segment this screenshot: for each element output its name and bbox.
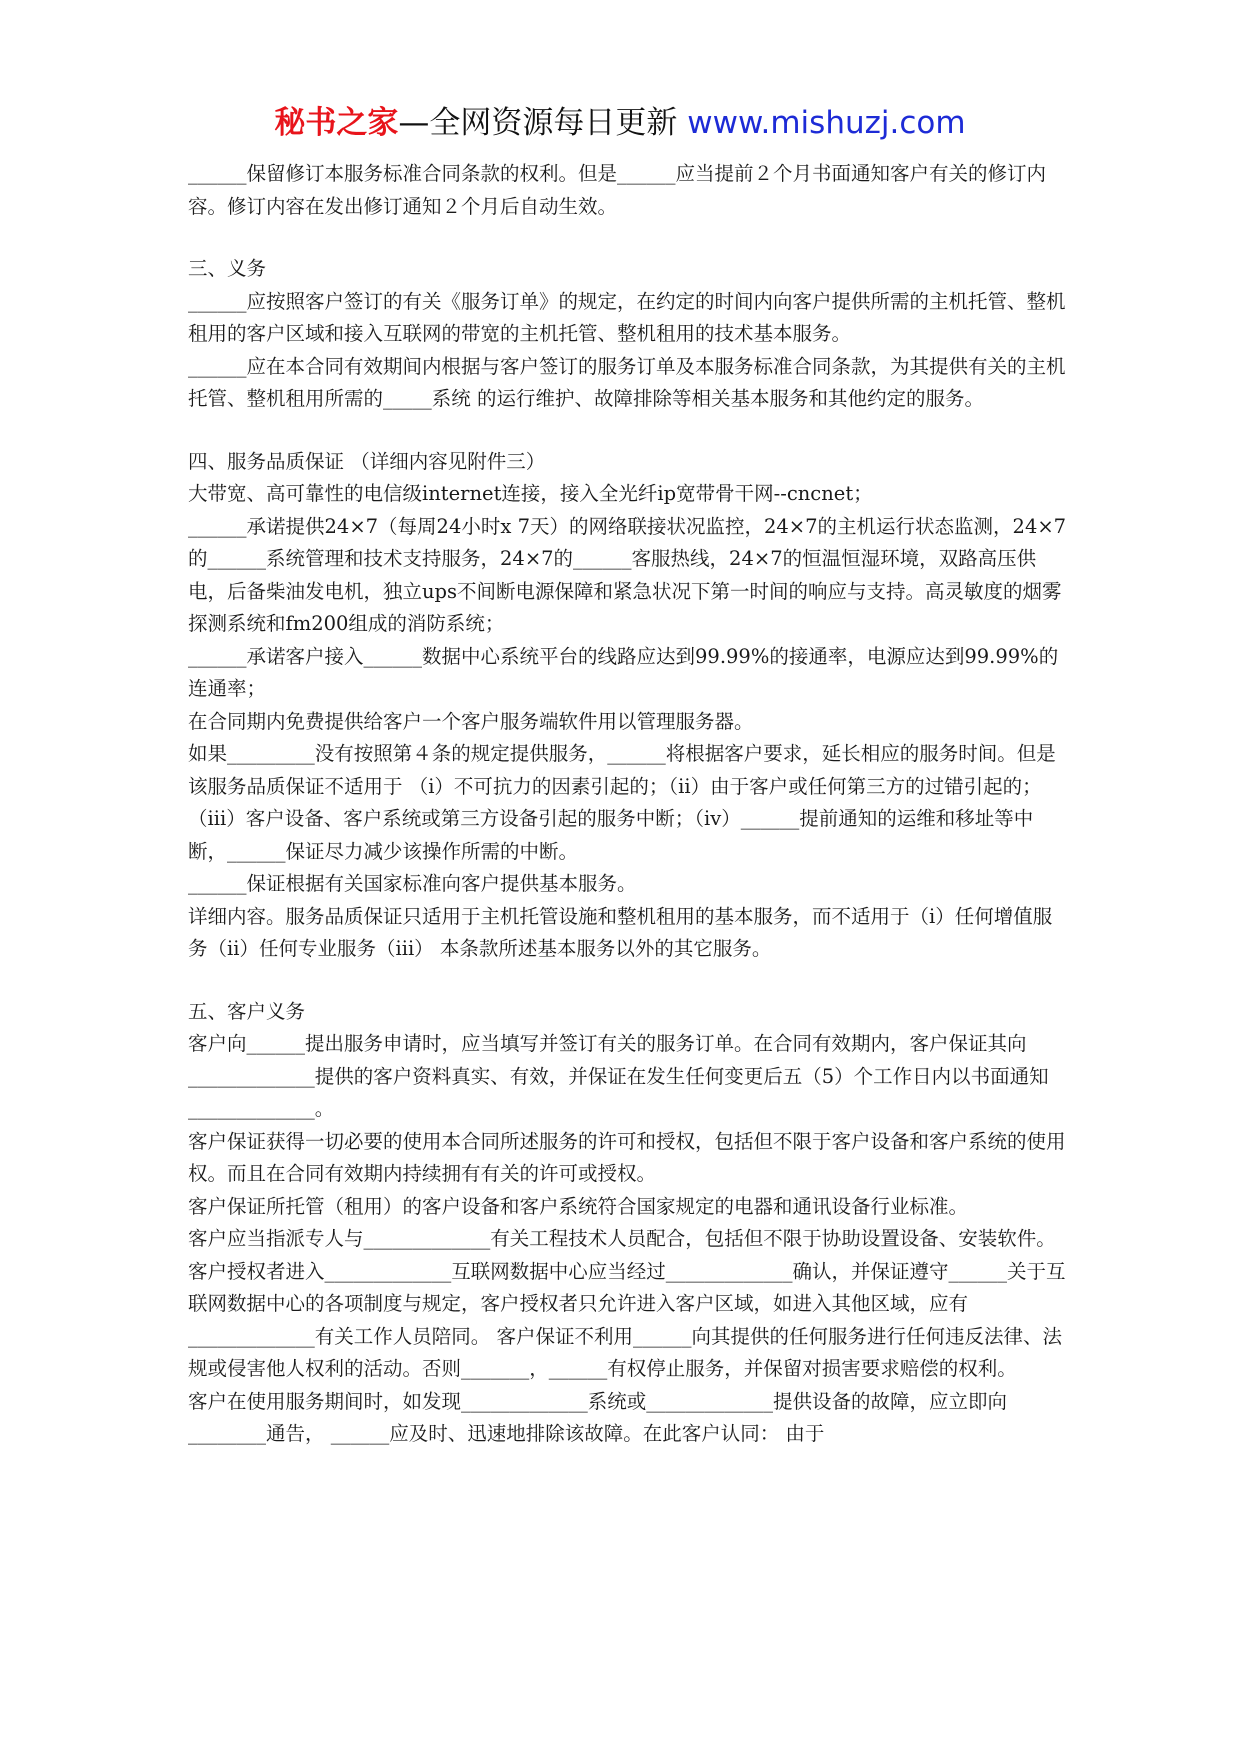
section-heading-obligations: 三、义务 bbox=[188, 257, 267, 280]
section-heading-customer-obligations: 五、客户义务 bbox=[188, 999, 306, 1023]
header-tagline: —全网资源每日更新 bbox=[398, 105, 688, 141]
paragraph: 大带宽、高可靠性的电信级internet连接，接入全光纤ip宽带骨干网--cncnet； bbox=[188, 482, 873, 505]
paragraph: 详细内容。服务品质保证只适用于主机托管设施和整机租用的基本服务，而不适用于（i）任何增值服务（ii）任何专业服务（iii） 本条款所述基本服务以外的其它服务。 bbox=[188, 904, 1053, 960]
paragraph: ______应按照客户签订的有关《服务订单》的规定，在约定的时间内向客户提供所需的主机托管、整机租用的客户区域和接入互联网的带宽的主机托管、整机租用的技术基本服务。 bbox=[188, 289, 1066, 345]
paragraph: ______承诺客户接入______数据中心系统平台的线路应达到99.99%的接通率，电源应达到99.99%的连通率； bbox=[188, 644, 1059, 700]
paragraph: 如果_________没有按照第４条的规定提供服务，______将根据客户要求，延长相应的服务时间。但是该服务品质保证不适用于 （i）不可抗力的因素引起的；（ii）由于客户或任何第三方的过错引起的；（iii）客户设备、客户系统或第三方设备引起的服务中断；（iv）______提前通知的运维和移址等中断，______保证尽力减少该操作所需的中断。 bbox=[188, 742, 1056, 863]
paragraph: 客户授权者进入_____________互联网数据中心应当经过_____________确认，并保证遵守______关于互联网数据中心的各项制度与规定，客户授权者只允许进入客户区域，如进入其他区域，应有_____________有关工作人员陪同。 客户保证不利用______向其提供的任何服务进行任何违反法律、法规或侵害他人权利的活动。否则_______，______有权停止服务，并保留对损害要求赔偿的权利。 bbox=[188, 1259, 1066, 1380]
section-gap bbox=[188, 416, 1068, 446]
section-gap bbox=[188, 966, 1068, 996]
paragraph: 在合同期内免费提供给客户一个客户服务端软件用以管理服务器。 bbox=[188, 709, 754, 733]
site-header bbox=[0, 103, 1240, 143]
paragraph: 客户保证获得一切必要的使用本合同所述服务的许可和授权，包括但不限于客户设备和客户系统的使用权。而且在合同有效期内持续拥有有关的许可或授权。 bbox=[188, 1129, 1066, 1185]
paragraph: ______保证根据有关国家标准向客户提供基本服务。 bbox=[188, 872, 637, 895]
section-gap bbox=[188, 223, 1068, 253]
paragraph: 客户保证所托管（租用）的客户设备和客户系统符合国家规定的电器和通讯设备行业标准。 bbox=[188, 1194, 969, 1218]
paragraph: 客户应当指派专人与_____________有关工程技术人员配合，包括但不限于协助设置设备、安装软件。 bbox=[188, 1227, 1056, 1250]
document-body bbox=[188, 158, 1068, 1451]
section-heading-quality: 四、服务品质保证 （详细内容见附件三） bbox=[188, 449, 546, 473]
paragraph: 客户向______提出服务申请时，应当填写并签订有关的服务订单。在合同有效期内，客户保证其向_____________提供的客户资料真实、有效，并保证在发生任何变更后五（5）个工作日内以书面通知_____________。 bbox=[188, 1032, 1049, 1120]
paragraph: ______应在本合同有效期间内根据与客户签订的服务订单及本服务标准合同条款，为其提供有关的主机托管、整机租用所需的_____系统 的运行维护、故障排除等相关基本服务和其他约定的服务。 bbox=[188, 354, 1066, 410]
paragraph-revision: ______保留修订本服务标准合同条款的权利。但是______应当提前２个月书面通知客户有关的修订内容。修订内容在发出修订通知２个月后自动生效。 bbox=[188, 162, 1047, 218]
paragraph: 客户在使用服务期间时，如发现_____________系统或_____________提供设备的故障，应立即向________通告， ______应及时、迅速地排除该故障。在此客户认同： 由于 bbox=[188, 1389, 1008, 1445]
header-url[interactable]: www.mishuzj.com bbox=[687, 105, 966, 141]
paragraph: ______承诺提供24×7（每周24小时x 7天）的网络联接状况监控，24×7的主机运行状态监测，24×7的______系统管理和技术支持服务，24×7的______客服热线，24×7的恒温恒湿环境，双路高压供电，后备柴油发电机，独立ups不间断电源保障和紧急状况下第一时间的响应与支持。高灵敏度的烟雾探测系统和fm200组成的消防系统； bbox=[188, 514, 1067, 635]
header-brand: 秘书之家 bbox=[274, 105, 399, 141]
